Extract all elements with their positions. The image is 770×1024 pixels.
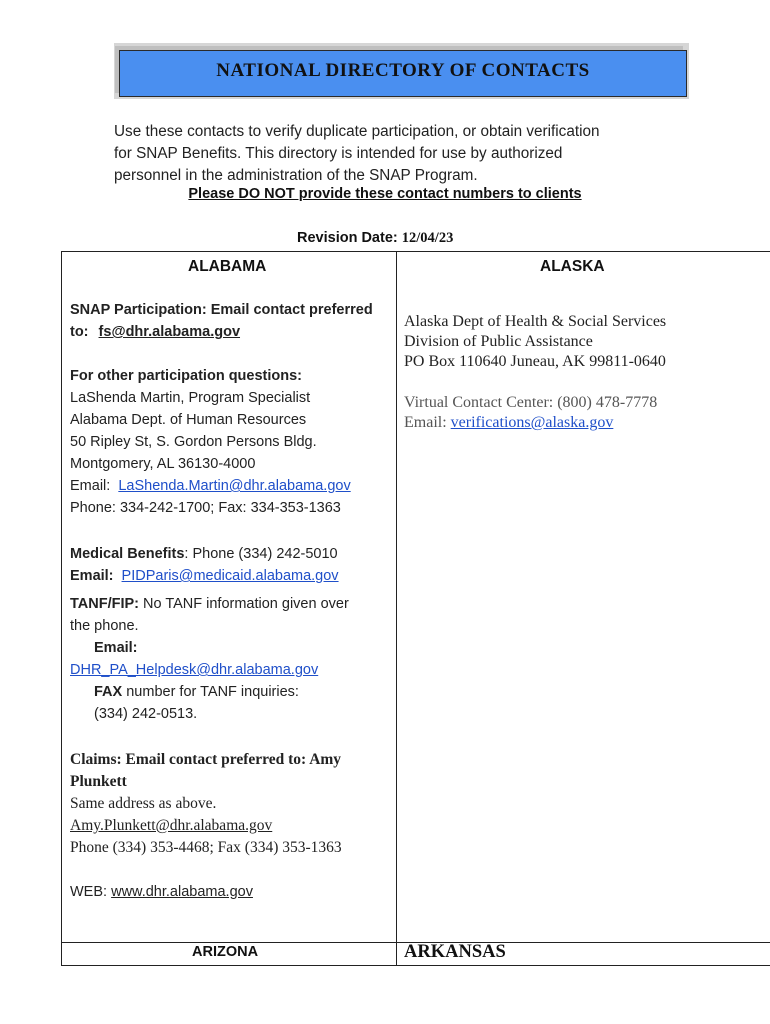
arkansas-heading: ARKANSAS (404, 942, 506, 962)
claims-email-link[interactable]: Amy.Plunkett@dhr.alabama.gov (70, 817, 273, 834)
contact-address-2: Montgomery, AL 36130-4000 (70, 456, 256, 472)
warning-notice: Please DO NOT provide these contact numbers to clients (188, 186, 582, 202)
tanf-text-1: No TANF information given over (139, 596, 349, 612)
tanf-email-label: Email: (94, 640, 138, 656)
alaska-email-link[interactable]: verifications@alaska.gov (450, 414, 614, 431)
claims-heading-2: Plunkett (70, 773, 127, 790)
snap-to-label: to: (70, 324, 89, 340)
fax-number: (334) 242-0513. (94, 706, 198, 722)
contact-email-link[interactable]: LaShenda.Martin@dhr.alabama.gov (118, 478, 351, 494)
snap-participation-label: SNAP Participation: Email contact preferred (70, 302, 373, 318)
alabama-contacts (70, 299, 392, 903)
tanf-label: TANF/FIP: (70, 596, 139, 612)
alaska-contacts (404, 312, 734, 433)
claims-heading-1: Claims: Email contact preferred to: Amy (70, 751, 342, 768)
column-divider (396, 252, 397, 965)
claims-phone-fax: Phone (334) 353-4468; Fax (334) 353-1363 (70, 839, 342, 856)
revision-label: Revision Date: (297, 230, 398, 246)
alaska-org-1: Alaska Dept of Health & Social Services (404, 313, 667, 330)
alaska-email-line (404, 413, 734, 433)
tanf-email-link[interactable]: DHR_PA_Helpdesk@dhr.alabama.gov (70, 662, 319, 678)
tanf-text-2: the phone. (70, 618, 139, 634)
other-questions-heading: For other participation questions: (70, 368, 303, 384)
web-label: WEB: (70, 884, 108, 900)
contact-email-line (70, 475, 392, 497)
contact-email-label: Email: (70, 478, 111, 494)
medical-label: Medical Benefits (70, 546, 185, 562)
intro-paragraph (114, 121, 674, 187)
fax-label: FAX (94, 684, 123, 700)
contact-org: Alabama Dept. of Human Resources (70, 412, 307, 428)
contacts-table (61, 251, 770, 966)
medical-benefits-line (70, 543, 392, 565)
alaska-address: PO Box 110640 Juneau, AK 99811-0640 (404, 353, 666, 370)
tanf-line (70, 593, 392, 615)
contact-address-1: 50 Ripley St, S. Gordon Persons Bldg. (70, 434, 317, 450)
claims-block (70, 749, 392, 859)
contact-phone-fax: Phone: 334-242-1700; Fax: 334-353-1363 (70, 500, 341, 516)
revision-value: 12/04/23 (401, 230, 454, 246)
intro-line-3: personnel in the administration of the SNAP Program. (114, 167, 478, 184)
arizona-heading: ARIZONA (192, 944, 259, 960)
web-line (70, 881, 392, 903)
alaska-contact-center: Virtual Contact Center: (800) 478-7778 (404, 394, 658, 411)
medical-email-link[interactable]: PIDParis@medicaid.alabama.gov (121, 568, 339, 584)
alabama-heading: ALABAMA (188, 258, 267, 275)
alaska-heading: ALASKA (540, 258, 605, 275)
snap-email-link[interactable]: fs@dhr.alabama.gov (98, 324, 241, 340)
fax-text: number for TANF inquiries: (122, 684, 299, 700)
web-link[interactable]: www.dhr.alabama.gov (111, 884, 253, 900)
alaska-email-label: Email: (404, 414, 447, 431)
medical-phone: : Phone (334) 242-5010 (184, 546, 338, 562)
contact-name: LaShenda Martin, Program Specialist (70, 390, 311, 406)
medical-email-line (70, 565, 392, 587)
title-banner (119, 50, 687, 97)
medical-email-label: Email: (70, 568, 114, 584)
intro-line-1: Use these contacts to verify duplicate participation, or obtain verification (114, 123, 600, 140)
page-title: NATIONAL DIRECTORY OF CONTACTS (216, 60, 590, 81)
snap-email-line (70, 321, 392, 343)
tanf-fax-line (70, 681, 392, 703)
intro-line-2: for SNAP Benefits. This directory is intended for use by authorized (114, 145, 563, 162)
revision-date (297, 230, 453, 247)
alaska-org-2: Division of Public Assistance (404, 333, 593, 350)
claims-same-address: Same address as above. (70, 795, 217, 812)
